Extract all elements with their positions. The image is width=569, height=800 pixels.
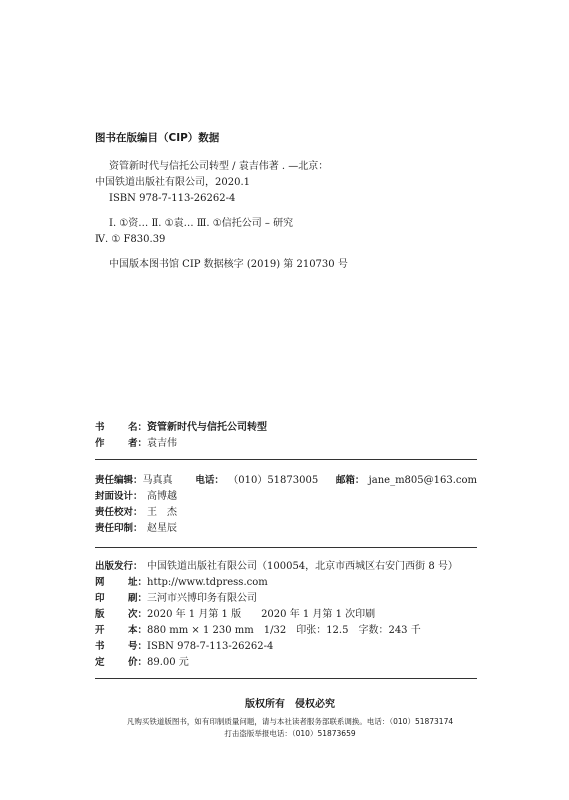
publishing-block: [95, 559, 477, 671]
format-label: 开 本：: [95, 625, 147, 636]
edition-label: 版 次：: [95, 609, 147, 620]
edition-row: [95, 607, 477, 623]
proofreader: 王 杰: [147, 507, 177, 518]
cip-line-6: 中国版本图书馆 CIP 数据核字 (2019) 第 210730 号: [109, 259, 348, 270]
editor-label: 责任编辑：: [95, 475, 143, 486]
printer-label: 印 刷：: [95, 593, 147, 604]
price-row: [95, 655, 477, 671]
price-value: 89.00 元: [147, 657, 189, 668]
print-supervisor: 赵星辰: [147, 523, 177, 534]
cip-line-3: ISBN 978-7-113-26262-4: [109, 193, 236, 204]
title-row: [95, 420, 477, 436]
email-value: jane_m805@163.com: [368, 475, 478, 486]
proof-label: 责任校对：: [95, 507, 143, 518]
divider-3: [95, 678, 477, 679]
cover-designer: 高博越: [147, 491, 177, 502]
cover-row: [95, 489, 477, 505]
email-label: 邮箱：: [335, 475, 365, 486]
price-label: 定 价：: [95, 657, 147, 668]
staff-block: [95, 473, 477, 537]
title-label: 书 名：: [95, 422, 147, 433]
quality-notice: 凡购买铁道版图书，如有印制质量问题，请与本社读者服务部联系调换。电话：（010）51873174: [126, 717, 454, 726]
format-value: 880 mm × 1 230 mm 1/32 印张：12.5 字数：243 千: [147, 625, 421, 636]
author-label: 作 者：: [95, 438, 147, 449]
cip-data-block: [95, 130, 348, 273]
rights-reserved: 版权所有 侵权必究: [245, 699, 335, 710]
book-info-block: [95, 420, 477, 452]
divider-1: [95, 459, 477, 460]
proof-row: [95, 505, 477, 521]
cover-label: 封面设计：: [95, 491, 143, 502]
cip-line-5: Ⅳ. ① F830.39: [95, 234, 166, 245]
isbn-label: 书 号：: [95, 641, 147, 652]
piracy-hotline: 打击盗版举报电话：（010）51873659: [224, 729, 356, 738]
author-row: [95, 436, 477, 452]
isbn-value: ISBN 978-7-113-26262-4: [147, 641, 274, 652]
printer-row: [95, 591, 477, 607]
edition-value: 2020 年 1 月第 1 版 2020 年 1 月第 1 次印刷: [147, 609, 376, 620]
phone-value: （010）51873005: [228, 475, 319, 486]
divider-2: [95, 547, 477, 548]
printer-value: 三河市兴博印务有限公司: [147, 593, 257, 604]
isbn-row: [95, 639, 477, 655]
editor-name: 马真真: [142, 475, 173, 486]
print-row: [95, 521, 477, 537]
copyright-footer: [70, 695, 510, 740]
cip-line-4: Ⅰ. ①资… Ⅱ. ①袁… Ⅲ. ①信托公司 – 研究: [109, 218, 294, 229]
website-row: [95, 575, 477, 591]
phone-label: 电话：: [195, 475, 224, 486]
cip-line-2: 中国铁道出版社有限公司，2020.1: [95, 177, 250, 188]
format-row: [95, 623, 477, 639]
editor-row: [95, 473, 477, 489]
publisher-row: [95, 559, 477, 575]
publisher-value: 中国铁道出版社有限公司（100054，北京市西城区右安门西街 8 号）: [147, 561, 458, 572]
cip-line-1: 资管新时代与信托公司转型 / 袁吉伟著 . —北京：: [109, 161, 329, 172]
publisher-label: 出版发行：: [95, 561, 143, 572]
print-label: 责任印制：: [95, 523, 143, 534]
cip-heading: 图书在版编目（CIP）数据: [95, 132, 220, 144]
book-author: 袁吉伟: [147, 438, 177, 449]
website-url: http://www.tdpress.com: [147, 577, 268, 588]
website-label: 网 址：: [95, 577, 147, 588]
book-title: 资管新时代与信托公司转型: [147, 422, 267, 433]
